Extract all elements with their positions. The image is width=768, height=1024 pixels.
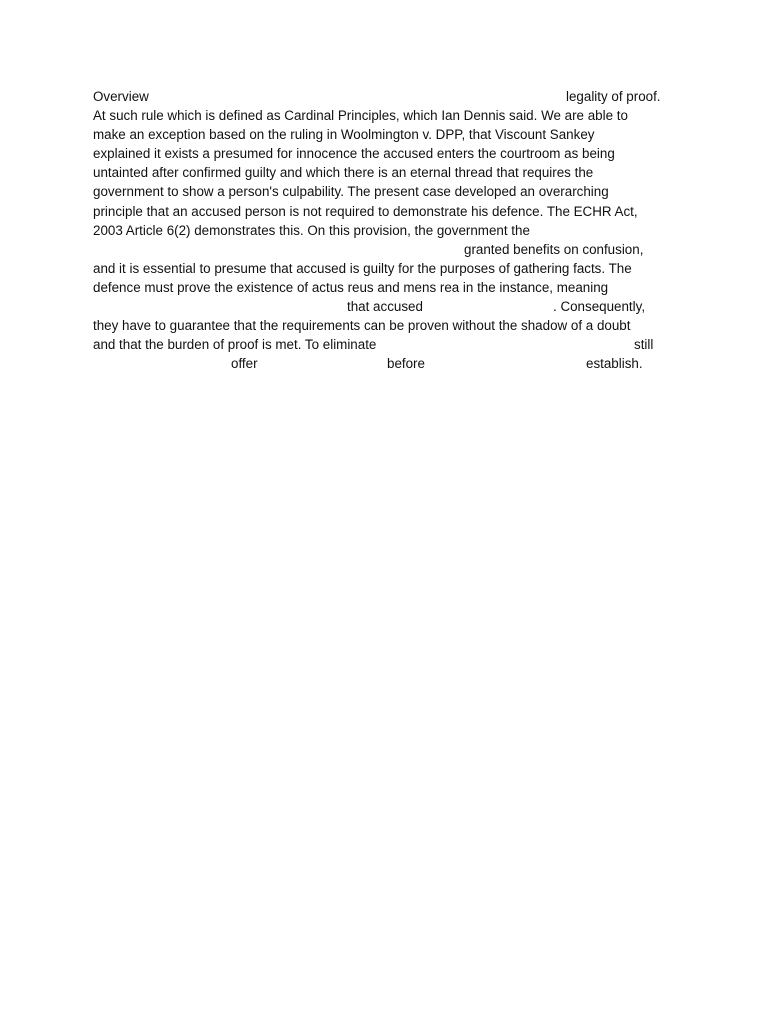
text-fragment: 2003 Article 6(2) demonstrates this. On this provision, the government the: [93, 222, 530, 238]
text-line: [93, 221, 683, 240]
text-line: [93, 354, 683, 373]
text-line: [93, 144, 683, 163]
text-line: [93, 106, 683, 125]
text-line: [93, 182, 683, 201]
body-paragraph: [93, 87, 683, 373]
text-line: [93, 297, 683, 316]
text-fragment: granted benefits on confusion,: [464, 241, 644, 257]
text-fragment: they have to guarantee that the requirements can be proven without the shadow of a doubt: [93, 318, 631, 334]
text-fragment: still: [634, 337, 654, 353]
text-line: [93, 316, 683, 335]
text-fragment: untainted after confirmed guilty and which there is an eternal thread that requires the: [93, 165, 594, 181]
text-fragment: At such rule which is defined as Cardinal Principles, which Ian Dennis said. We are able to: [93, 108, 628, 124]
text-fragment: defence must prove the existence of actus reus and mens rea in the instance, meaning: [93, 279, 609, 295]
text-fragment: offer: [231, 356, 258, 372]
text-line: [93, 259, 683, 278]
text-line: [93, 278, 683, 297]
text-line: [93, 202, 683, 221]
text-fragment: that accused: [347, 299, 423, 315]
text-line: [93, 240, 683, 259]
text-fragment: government to show a person's culpability. The present case developed an overarching: [93, 184, 609, 200]
text-line: [93, 87, 683, 106]
text-line: [93, 125, 683, 144]
text-fragment: and it is essential to presume that accused is guilty for the purposes of gathering facts. The: [93, 260, 632, 276]
text-fragment: Overview: [93, 89, 149, 104]
text-fragment: make an exception based on the ruling in Woolmington v. DPP, that Viscount Sankey: [93, 127, 595, 143]
text-fragment: before: [387, 356, 425, 372]
text-fragment: . Consequently,: [553, 299, 646, 315]
text-fragment: principle that an accused person is not required to demonstrate his defence. The ECHR Act,: [93, 203, 638, 219]
text-line: [93, 163, 683, 182]
text-line: [93, 335, 683, 354]
text-fragment: and that the burden of proof is met. To eliminate: [93, 337, 377, 353]
text-fragment: explained it exists a presumed for innocence the accused enters the courtroom as being: [93, 146, 615, 162]
text-fragment: establish.: [586, 356, 643, 372]
text-fragment: legality of proof.: [566, 89, 661, 104]
